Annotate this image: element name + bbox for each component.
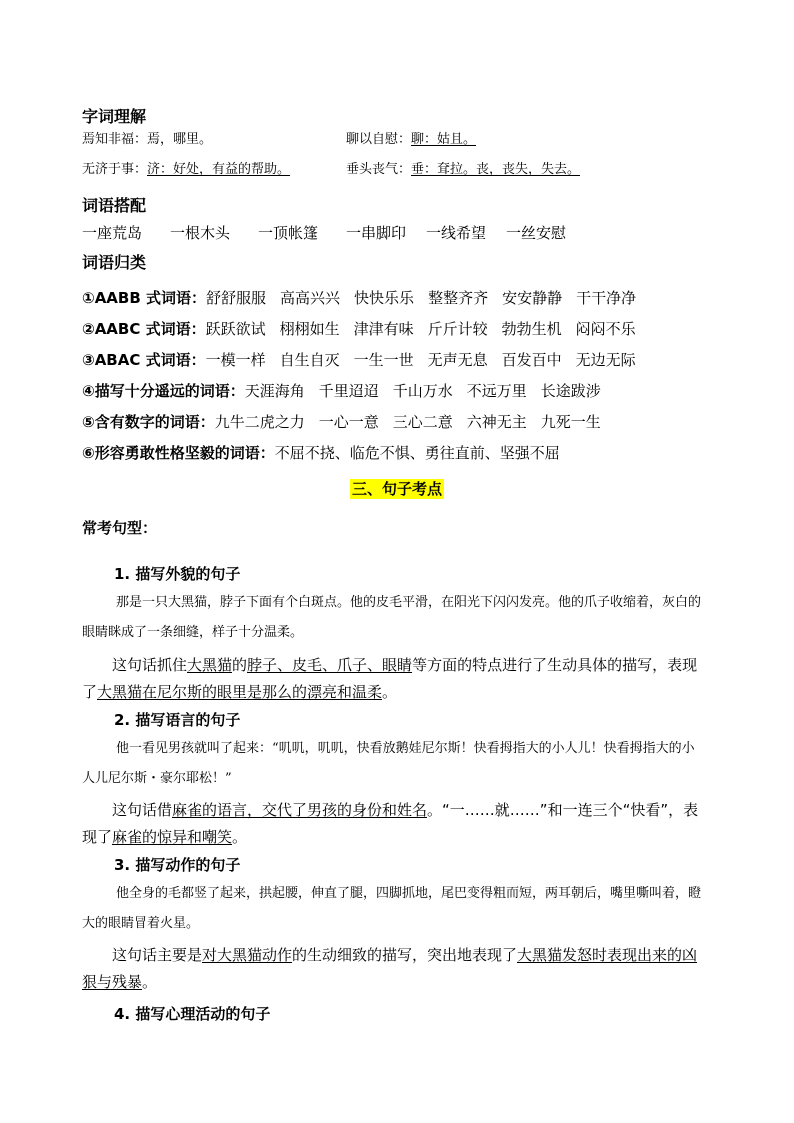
row-label: ⑤含有数字的词语： [82, 413, 215, 431]
analysis-part: 。 [382, 683, 398, 701]
analysis-part: 。“一……就……”和一连三个“快看”，表现了 [82, 801, 699, 846]
word: 一模一样 [205, 351, 266, 369]
word: 三心二意 [392, 413, 453, 431]
definition: 济：好处，有益的帮助。 [147, 162, 291, 177]
section-title-wrap [0, 478, 794, 499]
heading-word-classification: 词语归类 [82, 253, 147, 272]
word: 不远万里 [466, 382, 527, 400]
analysis-highlight: 大黑猫 [187, 656, 233, 674]
word: 不屈不挠、临危不惧、勇往直前、坚强不屈 [274, 444, 560, 462]
word: 跃跃欲试 [205, 320, 266, 338]
word: 斤斤计较 [427, 320, 488, 338]
word: 整整齐齐 [428, 289, 489, 307]
row-label: ③ABAC 式词语： [82, 351, 206, 369]
analysis-part: 这句话抓住 [112, 656, 188, 674]
word: 闷闷不乐 [575, 320, 636, 338]
word: 无边无际 [575, 351, 636, 369]
analysis-part: 等方面的特点进行了生动具体的描写，表现了 [82, 656, 698, 701]
analysis-highlight: 麻雀的语言，交代了男孩的身份和姓名 [172, 801, 428, 819]
analysis-highlight: 脖子、皮毛、爪子、眼睛 [247, 656, 413, 674]
analysis-highlight: 对大黑猫动作 [202, 946, 293, 964]
classification-row [82, 287, 650, 308]
word: 舒舒服服 [206, 289, 267, 307]
item-title: 1. 描写外貌的句子 [114, 565, 241, 583]
classification-row [82, 411, 615, 432]
analysis-highlight: 麻雀的惊异和嘲笑 [112, 828, 233, 846]
term: 焉知非福： [82, 132, 148, 147]
collocation-word: 一线希望 [426, 224, 487, 242]
word: 天涯海角 [244, 382, 305, 400]
term-row [346, 128, 476, 147]
common-sentence-label: 常考句型： [82, 519, 158, 537]
collocation-word: 一丝安慰 [506, 224, 567, 242]
word: 一心一意 [318, 413, 379, 431]
classification-row [82, 442, 560, 463]
word: 津津有味 [353, 320, 414, 338]
word: 勃勃生机 [501, 320, 562, 338]
word: 千山万水 [392, 382, 453, 400]
word: 一生一世 [353, 351, 414, 369]
collocation-word: 一座荒岛 [82, 224, 143, 242]
definition: 垂：耷拉。丧，丧失，失去。 [411, 162, 581, 177]
collocation-word: 一根木头 [170, 224, 231, 242]
analysis-highlight: 大黑猫发怒时表现出来的凶狠与残暴 [82, 946, 698, 991]
word: 九牛二虎之力 [214, 413, 305, 431]
section-title: 三、句子考点 [351, 480, 442, 498]
analysis-part: 。 [142, 973, 158, 991]
heading-word-understanding: 字词理解 [82, 107, 147, 126]
quote-text: 那是一只大黑猫，脖子下面有个白斑点。他的皮毛平滑，在阳光下闪闪发亮。他的爪子收缩着，灰白的眼睛眯成了一条细缝，样子十分温柔。 [82, 595, 702, 640]
row-label: ⑥形容勇敢性格坚毅的词语： [82, 444, 275, 462]
analysis-part: 的生动细致的描写，突出地表现了 [292, 946, 518, 964]
analysis-highlight: 大黑猫在尼尔斯的眼里是那么的漂亮和温柔 [97, 683, 383, 701]
item-title: 4. 描写心理活动的句子 [114, 1005, 271, 1023]
term: 垂头丧气： [346, 162, 412, 177]
analysis-text [82, 942, 704, 996]
word: 高高兴兴 [280, 289, 341, 307]
term-row [82, 128, 212, 147]
collocation-row [82, 222, 566, 243]
collocation-word: 一串脚印 [346, 224, 407, 242]
classification-row [82, 349, 650, 370]
classification-row [82, 318, 650, 339]
collocation-word: 一顶帐篷 [258, 224, 319, 242]
term-row [82, 158, 290, 177]
word: 自生自灭 [279, 351, 340, 369]
word: 千里迢迢 [318, 382, 379, 400]
analysis-text [82, 797, 704, 851]
classification-row [82, 380, 615, 401]
word: 无声无息 [427, 351, 488, 369]
analysis-part: 。 [232, 828, 248, 846]
quote-text: 他一看见男孩就叫了起来：“叽叽，叽叽，快看放鹅娃尼尔斯！快看拇指大的小人儿！快看拇指大的小人儿尼尔斯・豪尔耶松！” [82, 741, 695, 786]
word: 栩栩如生 [279, 320, 340, 338]
analysis-part: 这句话借 [112, 801, 173, 819]
analysis-text [82, 652, 704, 706]
term-row [346, 158, 580, 177]
word: 长途跋涉 [540, 382, 601, 400]
term: 无济于事： [82, 162, 148, 177]
word: 安安静静 [502, 289, 563, 307]
analysis-part: 的 [232, 656, 248, 674]
term: 聊以自慰： [346, 132, 412, 147]
word: 百发百中 [501, 351, 562, 369]
row-label: ②AABC 式词语： [82, 320, 206, 338]
definition: 焉，哪里。 [147, 132, 213, 147]
word: 干干净净 [576, 289, 637, 307]
row-label: ④描写十分遥远的词语： [82, 382, 245, 400]
item-title: 3. 描写动作的句子 [114, 856, 241, 874]
definition: 聊：姑且。 [411, 132, 477, 147]
row-label: ①AABB 式词语： [82, 289, 207, 307]
analysis-part: 这句话主要是 [112, 946, 203, 964]
word: 快快乐乐 [354, 289, 415, 307]
word: 六神无主 [466, 413, 527, 431]
item-title: 2. 描写语言的句子 [114, 711, 241, 729]
word: 九死一生 [540, 413, 601, 431]
heading-word-collocation: 词语搭配 [82, 196, 147, 215]
quote-text: 他全身的毛都竖了起来，拱起腰，伸直了腿，四脚抓地，尾巴变得粗而短，两耳朝后，嘴里嘶叫着，瞪大的眼睛冒着火星。 [82, 886, 702, 931]
